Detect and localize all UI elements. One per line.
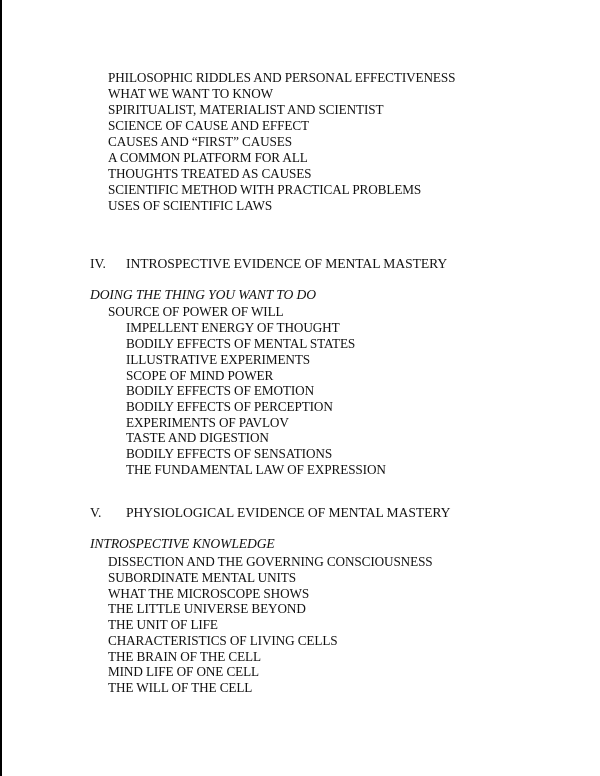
toc-item: CAUSES AND “FIRST” CAUSES <box>108 134 292 149</box>
section-heading <box>90 256 550 272</box>
toc-item: THE UNIT OF LIFE <box>108 617 218 632</box>
section-title: INTROSPECTIVE EVIDENCE OF MENTAL MASTERY <box>126 256 448 271</box>
toc-item: SOURCE OF POWER OF WILL <box>108 304 284 319</box>
toc-subitem: TASTE AND DIGESTION <box>126 430 269 445</box>
toc-item: MIND LIFE OF ONE CELL <box>108 664 260 679</box>
toc-item: SUBORDINATE MENTAL UNITS <box>108 570 296 585</box>
toc-item: CHARACTERISTICS OF LIVING CELLS <box>108 633 338 648</box>
toc-subitem: EXPERIMENTS OF PAVLOV <box>126 415 289 430</box>
section-heading <box>90 505 550 521</box>
toc-item: PHILOSOPHIC RIDDLES AND PERSONAL EFFECTIVENESS <box>108 70 456 85</box>
toc-subitem: BODILY EFFECTS OF MENTAL STATES <box>126 336 356 351</box>
toc-subitem: IMPELLENT ENERGY OF THOUGHT <box>126 320 340 335</box>
toc-item: THOUGHTS TREATED AS CAUSES <box>108 166 312 181</box>
toc-item: SPIRITUALIST, MATERIALIST AND SCIENTIST <box>108 102 384 117</box>
toc-item: USES OF SCIENTIFIC LAWS <box>108 198 273 213</box>
toc-subitem: BODILY EFFECTS OF PERCEPTION <box>126 399 333 414</box>
toc-item: DISSECTION AND THE GOVERNING CONSCIOUSNESS <box>108 554 433 569</box>
toc-item: A COMMON PLATFORM FOR ALL <box>108 150 308 165</box>
toc-subitem: BODILY EFFECTS OF SENSATIONS <box>126 446 333 461</box>
section-title: PHYSIOLOGICAL EVIDENCE OF MENTAL MASTERY <box>126 505 451 520</box>
toc-item: WHAT THE MICROSCOPE SHOWS <box>108 586 310 601</box>
toc-subitem: BODILY EFFECTS OF EMOTION <box>126 383 315 398</box>
section-number: V. <box>90 505 102 520</box>
toc-item: THE BRAIN OF THE CELL <box>108 649 261 664</box>
toc-subitem: SCOPE OF MIND POWER <box>126 368 274 383</box>
section-subtitle: DOING THE THING YOU WANT TO DO <box>90 287 316 302</box>
toc-item: WHAT WE WANT TO KNOW <box>108 86 274 101</box>
toc-subitem: THE FUNDAMENTAL LAW OF EXPRESSION <box>126 462 386 477</box>
section-subtitle: INTROSPECTIVE KNOWLEDGE <box>90 536 275 551</box>
section-number: IV. <box>90 256 106 271</box>
toc-subitem: ILLUSTRATIVE EXPERIMENTS <box>126 352 311 367</box>
toc-item: THE WILL OF THE CELL <box>108 680 253 695</box>
toc-item: SCIENTIFIC METHOD WITH PRACTICAL PROBLEMS <box>108 182 422 197</box>
toc-item: SCIENCE OF CAUSE AND EFFECT <box>108 118 310 133</box>
toc-item: THE LITTLE UNIVERSE BEYOND <box>108 601 306 616</box>
